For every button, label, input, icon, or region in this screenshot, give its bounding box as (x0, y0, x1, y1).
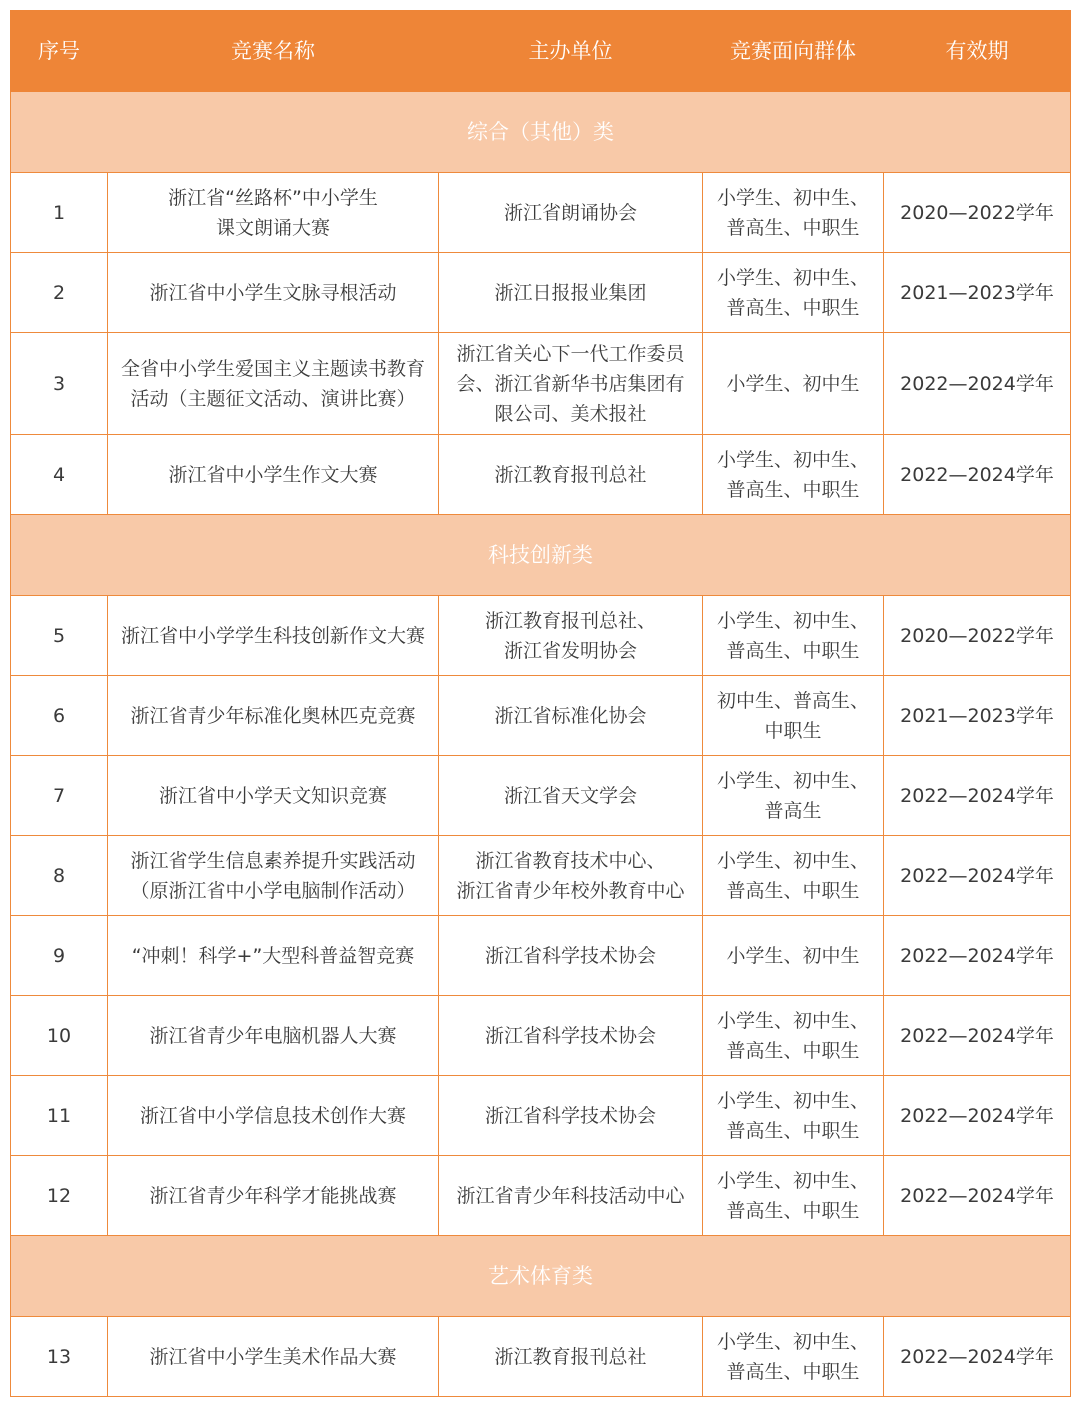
cell-index: 2 (11, 253, 108, 333)
cell-name-line: 浙江省中小学生美术作品大赛 (149, 1345, 397, 1368)
category-label: 科技创新类 (11, 515, 1071, 596)
cell-target-group-line: 初中生、普高生、 (716, 689, 869, 712)
cell-target-group-line: 普高生、中职生 (726, 1039, 860, 1062)
cell-name-line: “冲刺！科学+”大型科普益智竞赛 (131, 944, 415, 967)
cell-organizer (439, 253, 703, 333)
table-row (11, 1156, 1071, 1236)
table-body (11, 92, 1071, 1397)
category-row (11, 1236, 1071, 1317)
cell-organizer-line: 浙江省科学技术协会 (484, 1024, 656, 1047)
cell-name-line: 活动（主题征文活动、演讲比赛） (130, 387, 416, 410)
cell-name-line: 浙江省青少年电脑机器人大赛 (149, 1024, 397, 1047)
cell-name (108, 596, 439, 676)
cell-organizer-line: 浙江日报报业集团 (494, 281, 647, 304)
cell-target-group-line: 普高生、中职生 (726, 216, 860, 239)
cell-name (108, 1156, 439, 1236)
cell-organizer-line: 浙江教育报刊总社、 (484, 609, 656, 632)
category-row (11, 92, 1071, 173)
cell-organizer (439, 173, 703, 253)
cell-target-group (703, 333, 884, 435)
cell-organizer (439, 996, 703, 1076)
cell-validity: 2020—2022学年 (884, 173, 1071, 253)
category-label: 综合（其他）类 (11, 92, 1071, 173)
cell-target-group (703, 1156, 884, 1236)
cell-name-line: 浙江省中小学天文知识竞赛 (158, 784, 387, 807)
cell-index: 6 (11, 676, 108, 756)
cell-name-line: （原浙江省中小学电脑制作活动） (130, 879, 416, 902)
cell-index: 4 (11, 435, 108, 515)
cell-organizer (439, 333, 703, 435)
table-row (11, 435, 1071, 515)
cell-organizer-line: 浙江省科学技术协会 (484, 1104, 656, 1127)
cell-target-group (703, 1076, 884, 1156)
cell-organizer-line: 浙江教育报刊总社 (494, 1345, 647, 1368)
cell-index: 1 (11, 173, 108, 253)
cell-target-group-line: 普高生 (764, 799, 822, 822)
cell-validity: 2021—2023学年 (884, 676, 1071, 756)
cell-target-group-line: 小学生、初中生、 (716, 1089, 869, 1112)
cell-organizer (439, 916, 703, 996)
cell-organizer-line: 限公司、美术报社 (494, 402, 647, 425)
table-row (11, 756, 1071, 836)
cell-index: 9 (11, 916, 108, 996)
cell-name-line: 浙江省学生信息素养提升实践活动 (130, 849, 416, 872)
cell-name (108, 1076, 439, 1156)
cell-target-group (703, 253, 884, 333)
table-row (11, 253, 1071, 333)
cell-organizer-line: 浙江省青少年科技活动中心 (456, 1184, 685, 1207)
cell-target-group-line: 普高生、中职生 (726, 1360, 860, 1383)
cell-target-group-line: 普高生、中职生 (726, 1119, 860, 1142)
cell-organizer-line: 浙江省青少年校外教育中心 (456, 879, 685, 902)
cell-organizer (439, 836, 703, 916)
cell-organizer-line: 浙江省科学技术协会 (484, 944, 656, 967)
table-row (11, 916, 1071, 996)
cell-validity: 2022—2024学年 (884, 333, 1071, 435)
table-row (11, 596, 1071, 676)
cell-target-group (703, 916, 884, 996)
cell-index: 13 (11, 1317, 108, 1397)
cell-index: 8 (11, 836, 108, 916)
cell-target-group-line: 小学生、初中生、 (716, 609, 869, 632)
cell-name-line: 浙江省“丝路杯”中小学生 (168, 186, 378, 209)
cell-name-line: 浙江省中小学信息技术创作大赛 (139, 1104, 406, 1127)
cell-name-line: 浙江省青少年标准化奥林匹克竞赛 (130, 704, 416, 727)
cell-target-group (703, 836, 884, 916)
cell-name-line: 浙江省中小学学生科技创新作文大赛 (120, 624, 425, 647)
cell-target-group (703, 756, 884, 836)
table-row (11, 333, 1071, 435)
cell-organizer-line: 浙江省标准化协会 (494, 704, 647, 727)
header-organizer: 主办单位 (439, 11, 703, 92)
cell-validity: 2022—2024学年 (884, 1317, 1071, 1397)
cell-target-group (703, 1317, 884, 1397)
table-row (11, 836, 1071, 916)
cell-validity: 2022—2024学年 (884, 435, 1071, 515)
cell-organizer (439, 1076, 703, 1156)
cell-target-group-line: 小学生、初中生、 (716, 769, 869, 792)
cell-target-group (703, 596, 884, 676)
cell-target-group-line: 小学生、初中生、 (716, 1330, 869, 1353)
cell-target-group-line: 普高生、中职生 (726, 296, 860, 319)
table-header (11, 11, 1071, 92)
cell-target-group-line: 普高生、中职生 (726, 478, 860, 501)
header-name: 竞赛名称 (108, 11, 439, 92)
cell-index: 3 (11, 333, 108, 435)
cell-validity: 2022—2024学年 (884, 996, 1071, 1076)
cell-target-group-line: 小学生、初中生 (726, 944, 860, 967)
cell-target-group-line: 普高生、中职生 (726, 639, 860, 662)
cell-name (108, 836, 439, 916)
cell-target-group-line: 小学生、初中生、 (716, 1009, 869, 1032)
cell-name-line: 浙江省青少年科学才能挑战赛 (149, 1184, 397, 1207)
table-row (11, 173, 1071, 253)
category-label: 艺术体育类 (11, 1236, 1071, 1317)
table-row (11, 996, 1071, 1076)
cell-organizer (439, 1317, 703, 1397)
cell-target-group-line: 中职生 (764, 719, 822, 742)
cell-index: 11 (11, 1076, 108, 1156)
cell-validity: 2021—2023学年 (884, 253, 1071, 333)
cell-target-group-line: 普高生、中职生 (726, 1199, 860, 1222)
cell-name (108, 333, 439, 435)
competition-table (10, 10, 1071, 1397)
cell-organizer (439, 1156, 703, 1236)
cell-target-group (703, 435, 884, 515)
cell-validity: 2022—2024学年 (884, 836, 1071, 916)
cell-target-group (703, 676, 884, 756)
cell-name (108, 253, 439, 333)
cell-validity: 2020—2022学年 (884, 596, 1071, 676)
header-validity: 有效期 (884, 11, 1071, 92)
cell-name-line: 全省中小学生爱国主义主题读书教育 (120, 357, 425, 380)
cell-validity: 2022—2024学年 (884, 1076, 1071, 1156)
header-index: 序号 (11, 11, 108, 92)
cell-organizer-line: 浙江教育报刊总社 (494, 463, 647, 486)
cell-validity: 2022—2024学年 (884, 756, 1071, 836)
cell-organizer-line: 浙江省关心下一代工作委员 (456, 342, 685, 365)
cell-validity: 2022—2024学年 (884, 1156, 1071, 1236)
cell-target-group-line: 小学生、初中生、 (716, 1169, 869, 1192)
table-row (11, 1317, 1071, 1397)
cell-name (108, 916, 439, 996)
cell-name-line: 课文朗诵大赛 (215, 216, 330, 239)
cell-validity: 2022—2024学年 (884, 916, 1071, 996)
cell-target-group (703, 173, 884, 253)
cell-name (108, 1317, 439, 1397)
cell-target-group-line: 普高生、中职生 (726, 879, 860, 902)
cell-index: 12 (11, 1156, 108, 1236)
cell-target-group-line: 小学生、初中生、 (716, 448, 869, 471)
cell-name (108, 173, 439, 253)
cell-name-line: 浙江省中小学生作文大赛 (168, 463, 378, 486)
cell-name (108, 996, 439, 1076)
cell-organizer (439, 676, 703, 756)
table-row (11, 1076, 1071, 1156)
cell-index: 5 (11, 596, 108, 676)
cell-organizer (439, 596, 703, 676)
cell-organizer-line: 浙江省发明协会 (503, 639, 637, 662)
cell-index: 10 (11, 996, 108, 1076)
cell-target-group-line: 小学生、初中生、 (716, 266, 869, 289)
cell-organizer-line: 浙江省朗诵协会 (503, 201, 637, 224)
cell-organizer-line: 会、浙江省新华书店集团有 (456, 372, 685, 395)
cell-organizer-line: 浙江省教育技术中心、 (475, 849, 666, 872)
cell-target-group-line: 小学生、初中生、 (716, 849, 869, 872)
header-target-group: 竞赛面向群体 (703, 11, 884, 92)
cell-index: 7 (11, 756, 108, 836)
cell-target-group-line: 小学生、初中生 (726, 372, 860, 395)
cell-organizer (439, 756, 703, 836)
cell-name (108, 435, 439, 515)
cell-name-line: 浙江省中小学生文脉寻根活动 (149, 281, 397, 304)
cell-organizer-line: 浙江省天文学会 (503, 784, 637, 807)
cell-organizer (439, 435, 703, 515)
cell-name (108, 756, 439, 836)
table-row (11, 676, 1071, 756)
cell-target-group (703, 996, 884, 1076)
cell-name (108, 676, 439, 756)
category-row (11, 515, 1071, 596)
cell-target-group-line: 小学生、初中生、 (716, 186, 869, 209)
